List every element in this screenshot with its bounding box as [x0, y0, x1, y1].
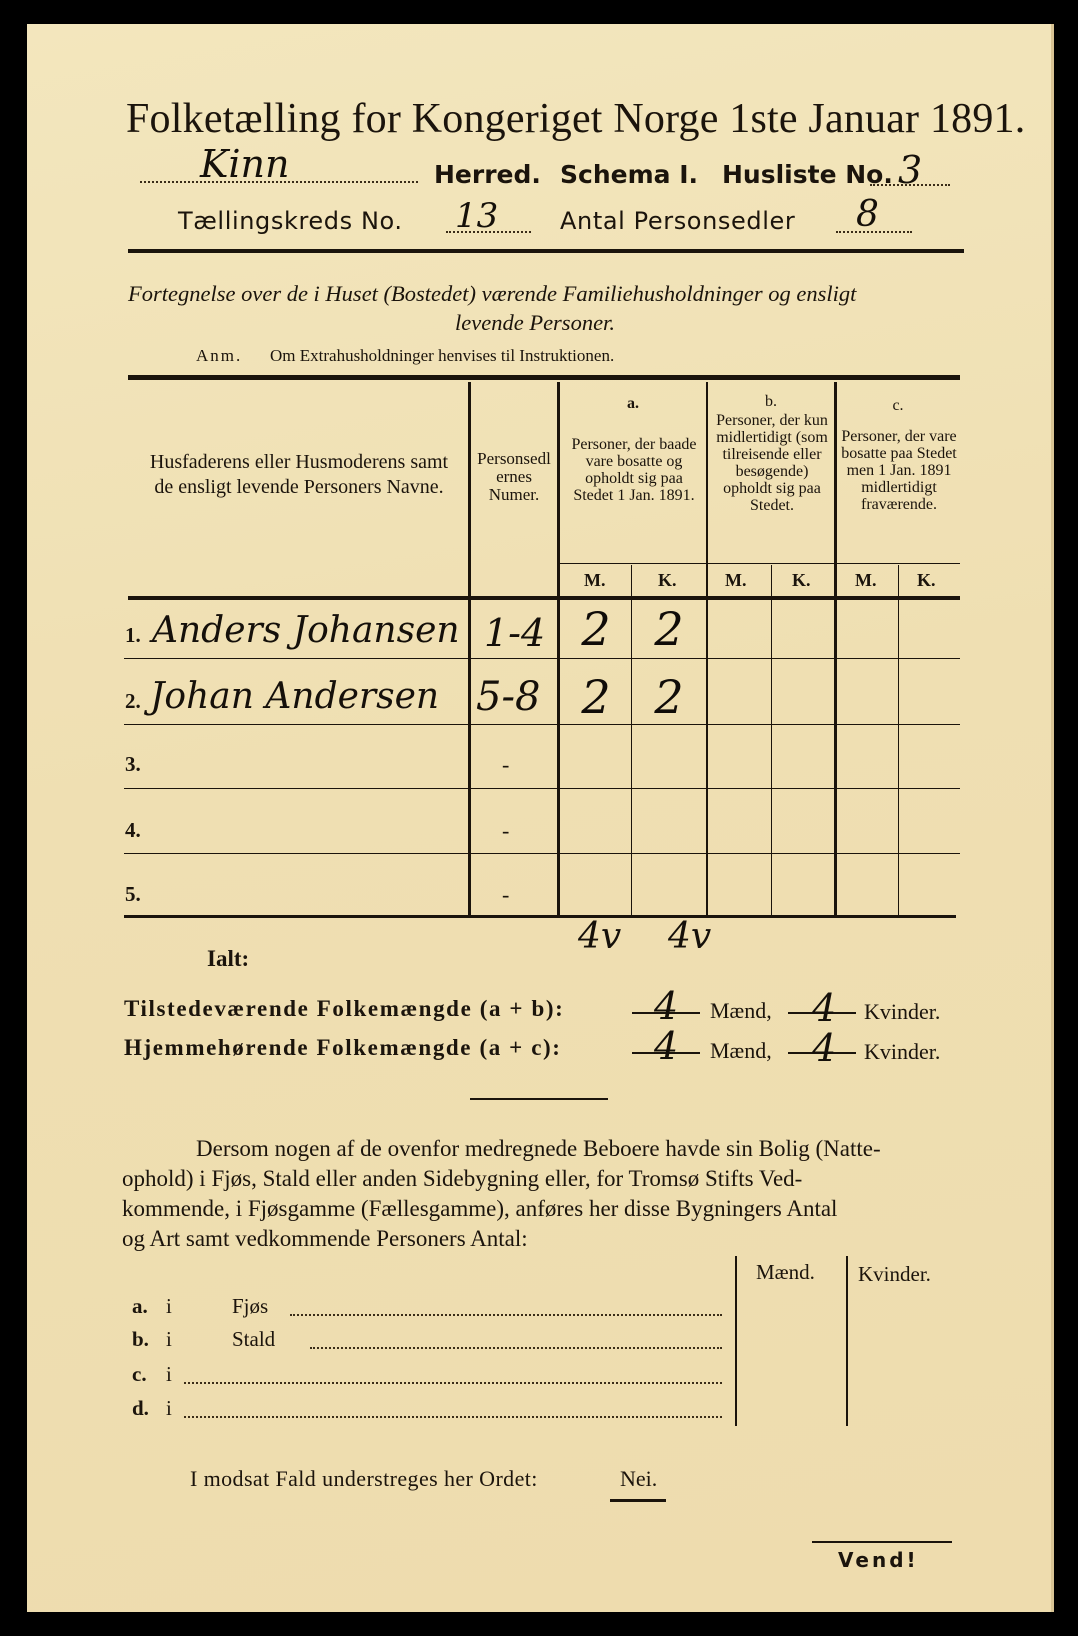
row-rule-2: [124, 724, 960, 725]
husliste-value: 3: [898, 148, 923, 192]
table-top-rule: [128, 375, 960, 380]
buildings-col-rule-left: [735, 1256, 737, 1426]
header-a-k: K.: [658, 570, 677, 590]
building-item-label: Fjøs: [232, 1294, 269, 1318]
section-divider: [470, 1098, 608, 1100]
maend-label: Mænd,: [710, 1038, 772, 1063]
header-a: Personer, der baade vare bosatte og opholdt sig paa Stedet 1 Jan. 1891.: [571, 436, 697, 504]
header-a-letter: a.: [627, 395, 639, 412]
building-item-i: i: [166, 1327, 172, 1351]
personsedler-numer: 5-8: [476, 674, 541, 720]
building-item-dots: [290, 1314, 722, 1316]
form-title: Folketælling for Kongeriget Norge 1ste Januar 1891.: [126, 96, 1026, 142]
row-rule-3: [124, 788, 960, 789]
header-b: Personer, der kun midlertidigt (som tilreisende eller besøgende) opholdt sig paa Stedet.: [716, 412, 828, 514]
kreds-value: 13: [455, 196, 499, 236]
header-c-letter: c.: [892, 397, 904, 414]
row-rule-4: [124, 853, 960, 854]
hjemmehorende-kvinder-value: 4: [812, 1026, 837, 1070]
buildings-para-line-4: og Art samt vedkommende Personers Antal:: [122, 1226, 528, 1251]
row-number: 5.: [125, 882, 141, 906]
buildings-para-line-2: ophold) i Fjøs, Stald eller anden Sidebygning eller, for Tromsø Stifts Ved-: [122, 1166, 803, 1191]
col-divider-b-mk: [771, 565, 772, 916]
census-form-page: [27, 24, 1054, 1612]
ialt-a-k: 4v: [668, 916, 712, 957]
row-rule-1: [124, 658, 960, 659]
anm-text: Om Extrahusholdninger henvises til Instruktionen.: [270, 346, 615, 365]
row-number: 2.: [125, 689, 141, 713]
nei-word: Nei.: [620, 1466, 658, 1491]
building-item-i: i: [166, 1362, 172, 1386]
intro-line-1: Fortegnelse over de i Huset (Bostedet) værende Familiehusholdninger og ensligt: [128, 281, 857, 306]
personsedler-numer: -: [502, 752, 510, 777]
buildings-para-line-1: Dersom nogen af de ovenfor medregnede Beboere havde sin Bolig (Natte-: [196, 1136, 881, 1161]
building-item-letter: c.: [132, 1362, 147, 1386]
building-item-letter: b.: [132, 1327, 149, 1351]
cell-a-m: 2: [581, 670, 611, 724]
header-c-k: K.: [917, 570, 936, 590]
col-divider-c-mk: [898, 565, 899, 916]
buildings-para-line-3: kommende, i Fjøsgamme (Fællesgamme), anføres her disse Bygningers Antal: [122, 1196, 838, 1221]
tilstedevaerende-maend-value: 4: [654, 984, 679, 1028]
cell-a-k: 2: [654, 670, 684, 724]
header-b-m: M.: [725, 570, 747, 590]
kvinder-label: Kvinder.: [864, 999, 941, 1024]
header-rule: [128, 249, 964, 253]
ialt-label: Ialt:: [207, 946, 250, 971]
hjemmehorende-maend-value: 4: [654, 1024, 679, 1068]
col-divider-names: [468, 382, 471, 916]
maend-label: Mænd,: [710, 998, 772, 1023]
person-name: Johan Andersen: [150, 676, 440, 717]
col-divider-a: [706, 382, 708, 916]
hjemmehorende-label: Hjemmehørende Folkemængde (a + c):: [124, 1035, 562, 1060]
schema-label: Schema I.: [560, 160, 699, 189]
tilstedevaerende-kvinder-value: 4: [812, 986, 837, 1030]
building-item-i: i: [166, 1294, 172, 1318]
cell-a-k: 2: [654, 602, 684, 656]
building-item-label: Stald: [232, 1327, 276, 1351]
cell-a-m: 2: [581, 602, 611, 656]
mk-header-rule: [558, 563, 960, 564]
header-b-letter: b.: [765, 393, 777, 410]
kvinder-label: Kvinder.: [864, 1039, 941, 1064]
antal-value: 8: [856, 194, 879, 235]
personsedler-numer: -: [502, 818, 510, 843]
building-item-letter: d.: [132, 1396, 149, 1420]
personsedler-numer: 1-4: [484, 611, 546, 655]
building-item-dots: [184, 1382, 722, 1384]
building-item-dots: [310, 1347, 722, 1349]
col-divider-numer: [557, 382, 560, 916]
tilstedevaerende-label: Tilstedeværende Folkemængde (a + b):: [124, 996, 565, 1021]
header-a-m: M.: [584, 570, 606, 590]
header-b-k: K.: [792, 570, 811, 590]
vend-text: Vend!: [838, 1548, 919, 1572]
herred-label: Herred.: [434, 160, 541, 189]
row-number: 1.: [125, 623, 141, 647]
ialt-a-m: 4v: [578, 916, 622, 957]
buildings-maend-header: Mænd.: [756, 1260, 815, 1284]
person-name: Anders Johansen: [152, 610, 460, 651]
header-c-m: M.: [855, 570, 877, 590]
header-c: Personer, der vare bosatte paa Stedet men 1 Jan. 1891 midlertidigt fraværende.: [841, 428, 957, 513]
building-item-letter: a.: [132, 1294, 148, 1318]
building-item-i: i: [166, 1396, 172, 1420]
vend-rule: [812, 1541, 952, 1543]
kreds-label: Tællingskreds No.: [178, 207, 403, 235]
table-bottom-rule: [124, 915, 956, 918]
intro-line-2: levende Personer.: [455, 310, 615, 335]
header-numer: Personsedlernes Numer.: [477, 449, 551, 504]
personsedler-numer: -: [502, 882, 510, 907]
nei-underline: [610, 1499, 666, 1502]
row-number: 3.: [125, 752, 141, 776]
header-names: Husfaderens eller Husmoderens samt de ensligt levende Personers Navne.: [149, 451, 449, 498]
building-item-dots: [184, 1416, 722, 1418]
anm-label: Anm.: [196, 346, 243, 365]
buildings-kvinder-header: Kvinder.: [858, 1262, 931, 1286]
row-number: 4.: [125, 818, 141, 842]
herred-value: Kinn: [200, 142, 290, 186]
buildings-col-rule-right: [846, 1256, 848, 1426]
modsat-text: I modsat Fald understreges her Ordet:: [190, 1466, 538, 1491]
col-divider-b: [834, 382, 837, 916]
husliste-label: Husliste No.: [722, 160, 893, 189]
antal-label: Antal Personsedler: [560, 207, 796, 235]
